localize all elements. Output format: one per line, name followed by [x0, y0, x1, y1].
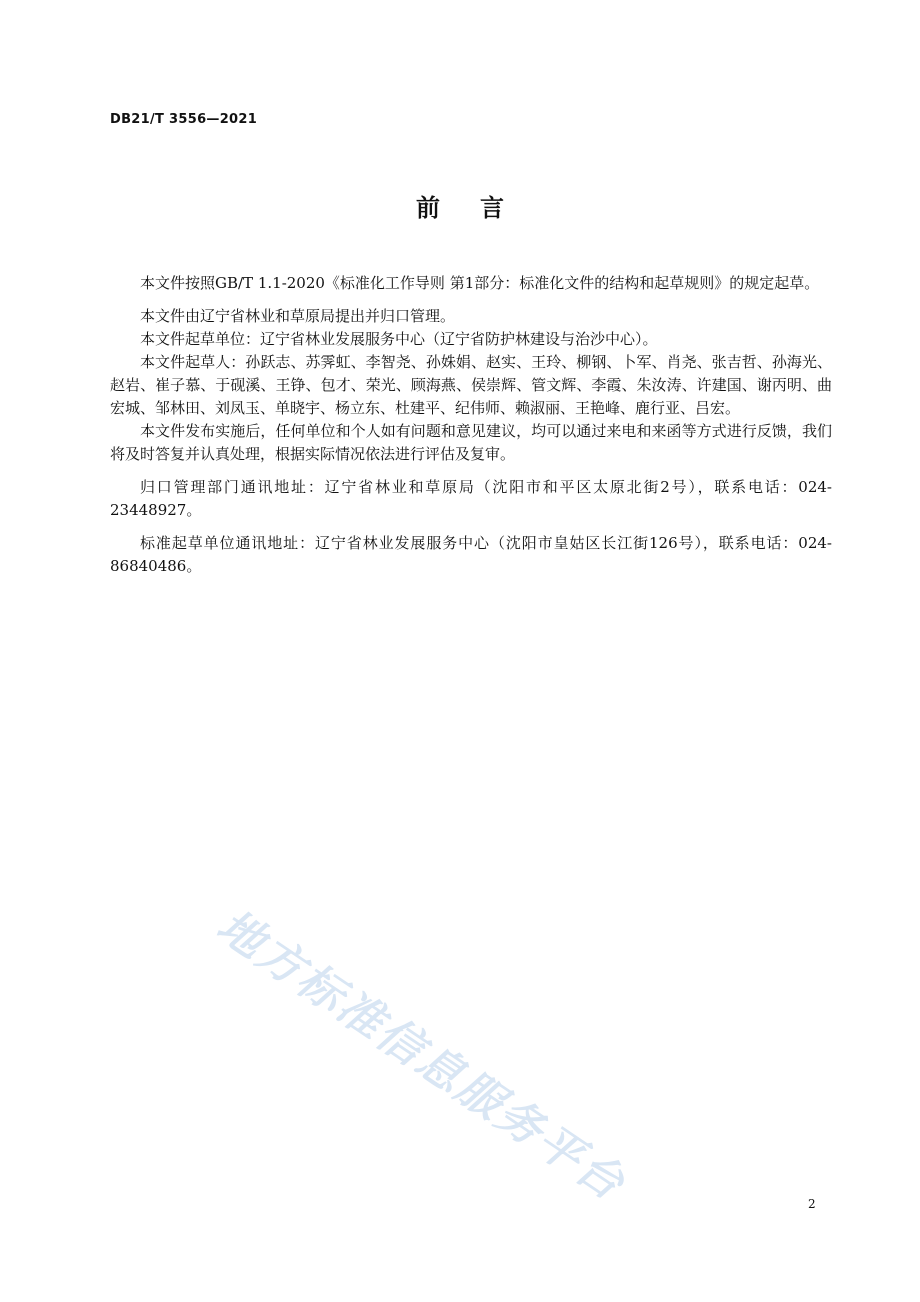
paragraph-admin-address: 归口管理部门通讯地址：辽宁省林业和草原局（沈阳市和平区太原北街2号），联系电话：024-23448927。: [110, 478, 832, 519]
preface-body: [110, 272, 832, 578]
paragraph-drafting-unit-address: 标准起草单位通讯地址：辽宁省林业发展服务中心（沈阳市皇姑区长江街126号），联系电话：024-86840486。: [110, 534, 832, 575]
watermark: 地方标准信息服务平台: [207, 898, 636, 1212]
paragraph-drafters: 本文件起草人：孙跃志、苏霁虹、李智尧、孙姝娟、赵实、王玲、柳钢、卜军、肖尧、张吉哲、孙海光、赵岩、崔子慕、于砚溪、王铮、包才、荣光、顾海燕、侯崇辉、管文辉、李霞、朱汝涛、许建国、谢丙明、曲宏城、邹林田、刘凤玉、单晓宇、杨立东、杜建平、纪伟师、赖淑丽、王艳峰、鹿行亚、吕宏。: [110, 353, 832, 417]
paragraph-drafting-unit: 本文件起草单位：辽宁省林业发展服务中心（辽宁省防护林建设与治沙中心）。: [140, 330, 658, 348]
page-title: 前言: [416, 194, 544, 222]
document-code: DB21/T 3556—2021: [110, 112, 258, 127]
paragraph-proposer: 本文件由辽宁省林业和草原局提出并归口管理。: [140, 307, 456, 325]
page-number: 2: [808, 1197, 816, 1211]
paragraph-drafting-rules: 本文件按照GB/T 1.1-2020《标准化工作导则 第1部分：标准化文件的结构和起草规则》的规定起草。: [140, 274, 820, 292]
paragraph-feedback: 本文件发布实施后，任何单位和个人如有问题和意见建议，均可以通过来电和来函等方式进行反馈，我们将及时答复并认真处理，根据实际情况依法进行评估及复审。: [110, 422, 832, 463]
